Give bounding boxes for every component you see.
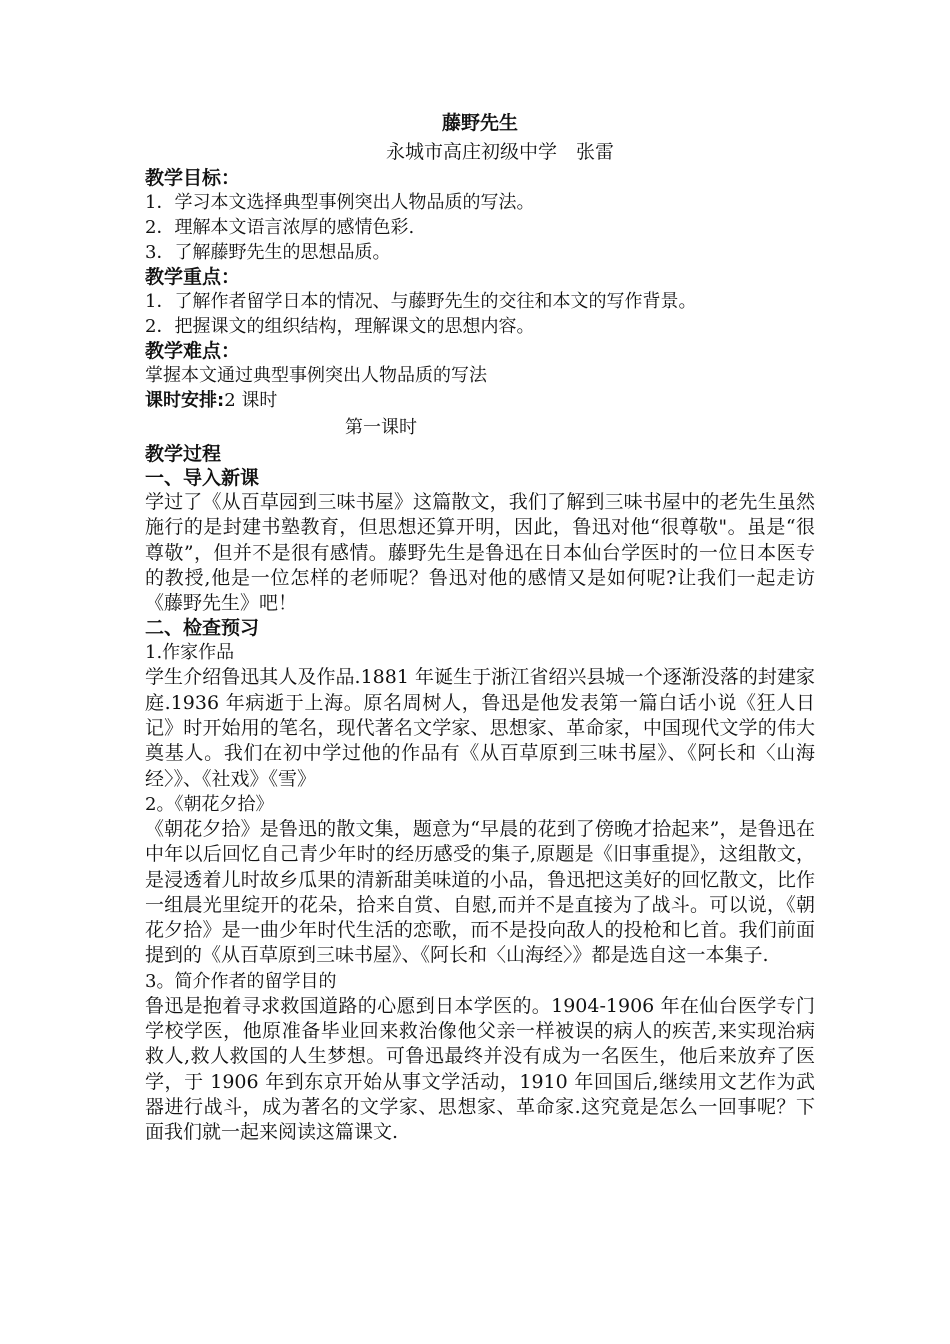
subsection-title-book: 2。《朝花夕拾》 [145,793,274,815]
document-page [145,108,815,1146]
difficulty-text: 掌握本文通过典型事例突出人物品质的写法 [145,365,487,386]
focus-item: 2．把握课文的组织结构，理解课文的思想内容。 [145,316,535,337]
difficulty-heading: 教学难点： [145,340,241,362]
book-paragraph: 《朝花夕拾》是鲁迅的散文集，题意为“早晨的花到了傍晚才拾起来”，是鲁迅在中年以后回忆自己青少年时的经历感受的集子,原题是《旧事重提》，这组散文，是浸透着儿时故乡瓜果的清新甜美味道的小品，鲁迅把这美好的回忆散文，比作一组晨光里绽开的花朵，拾来自赏、自慰,而并不是直接为了战斗。可以说，《朝花夕拾》是一曲少年时代生活的恋歌，而不是投向敌人的投枪和匕首。我们前面提到的《从百草原到三味书屋》、《阿长和〈山海经〉》都是选自这一本集子. [145,817,815,967]
hours-label: 课时安排: [145,390,225,411]
goals-heading: 教学目标： [145,167,241,189]
process-heading: 教学过程 [145,443,222,465]
purpose-paragraph: 鲁迅是抱着寻求救国道路的心愿到日本学医的。1904-1906 年在仙台医学专门学校学医，他原准备毕业回来救治像他父亲一样被误的病人的疾苦,来实现治病救人,救人救国的人生梦想。可鲁迅最终并没有成为一名医生，他后来放弃了医学，于 1906 年到东京开始从事文学活动，1910 年回国后,继续用文艺作为武器进行战斗，成为著名的文学家、思想家、革命家.这究竟是怎么一回事呢？下面我们就一起来阅读这篇课文. [145,994,815,1144]
intro-heading: 一、导入新课 [145,467,260,489]
author-line: 永城市高庄初级中学 张雷 [385,141,614,163]
focus-heading: 教学重点： [145,266,241,288]
subsection-title-works: 1.作家作品 [145,642,235,664]
goal-item: 3．了解藤野先生的思想品质。 [145,242,391,263]
hours-value: 2 课时 [224,390,278,411]
subsection-title-purpose: 3。简介作者的留学目的 [145,970,337,992]
session-title: 第一课时 [345,417,417,438]
focus-item: 1．了解作者留学日本的情况、与藤野先生的交往和本文的写作背景。 [145,291,697,312]
goal-item: 2．理解本文语言浓厚的感情色彩. [145,217,415,238]
works-paragraph: 学生介绍鲁迅其人及作品.1881 年诞生于浙江省绍兴县城一个逐渐没落的封建家庭.1936 年病逝于上海。原名周树人，鲁迅是他发表第一篇白话小说《狂人日记》时开始用的笔名，现代著名文学家、思想家、革命家，中国现代文学的伟大奠基人。我们在初中学过他的作品有《从百草原到三味书屋》、《阿长和〈山海经〉》、《社戏》《雪》 [145,666,815,790]
hours-line [145,388,815,414]
goal-item: 1．学习本文选择典型事例突出人物品质的写法。 [145,192,535,213]
document-title: 藤野先生 [441,112,518,134]
preview-heading: 二、检查预习 [145,617,260,640]
intro-paragraph: 学过了《从百草园到三味书屋》这篇散文，我们了解到三味书屋中的老先生虽然施行的是封建书塾教育，但思想还算开明，因此，鲁迅对他“很尊敬"。虽是“很尊敬”，但并不是很有感情。藤野先生是鲁迅在日本仙台学医时的一位日本医专的教授,他是一位怎样的老师呢？鲁迅对他的感情又是如何呢?让我们一起走访《藤野先生》吧！ [145,491,815,615]
